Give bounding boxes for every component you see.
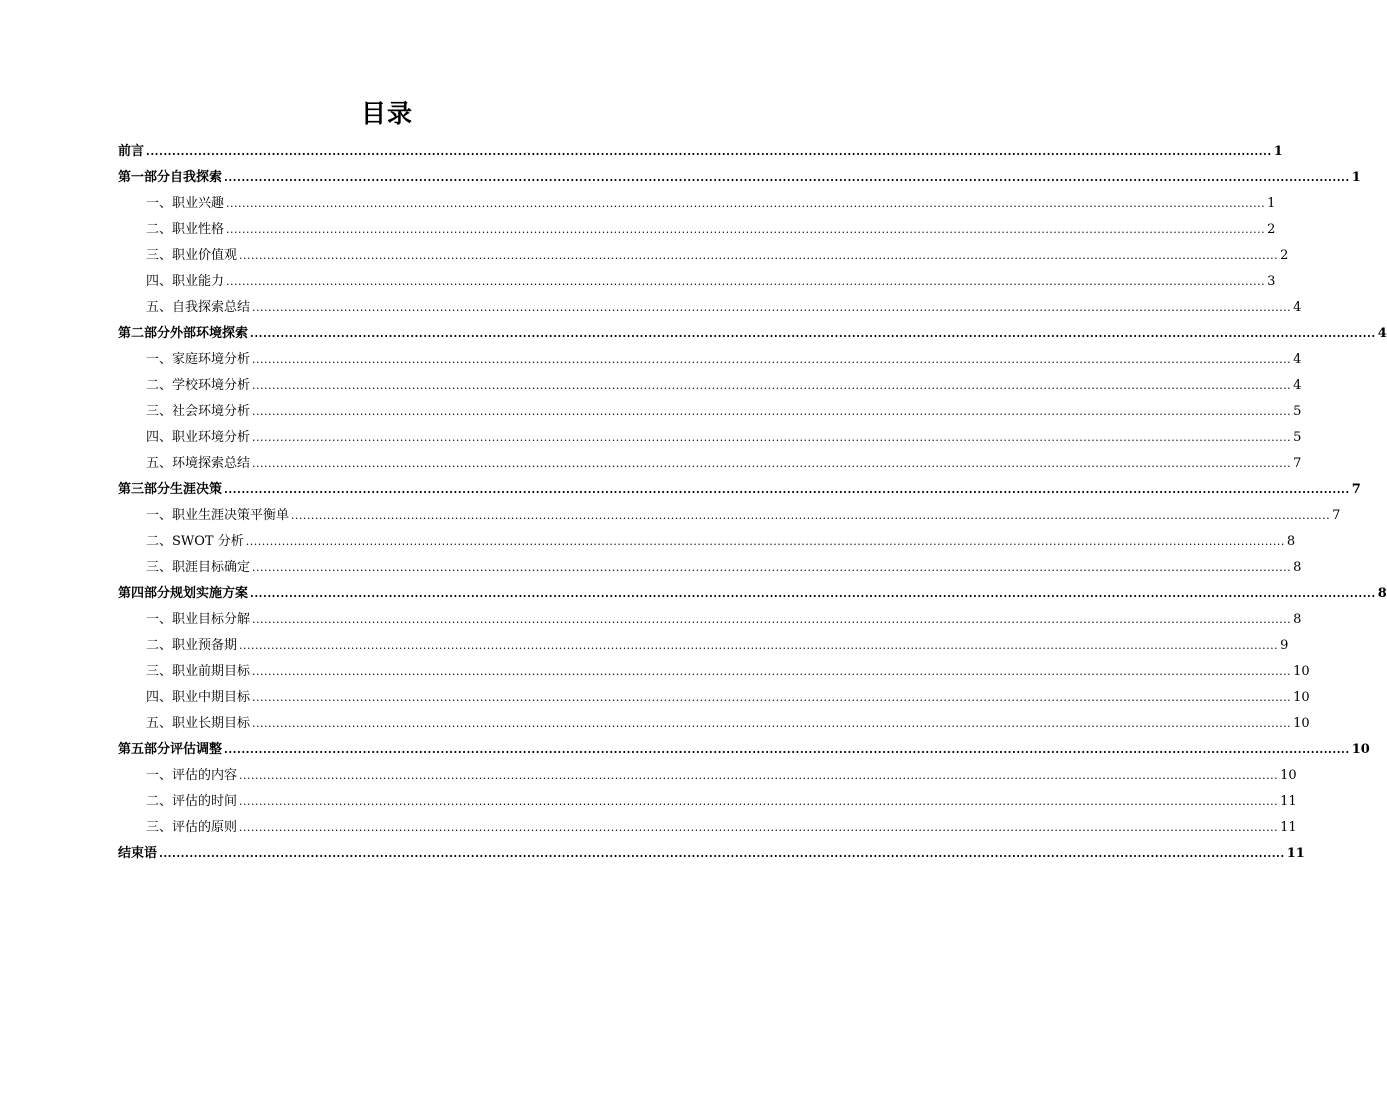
dot-leader: .................................................................................................................................................................................................................................................................... xyxy=(239,821,1279,834)
dot-leader: .................................................................................................................................................................................................................................................................... xyxy=(239,249,1279,262)
toc-subsection-entry[interactable] xyxy=(118,529,1296,555)
toc-section-entry[interactable] xyxy=(118,737,1370,763)
dot-leader: .................................................................................................................................................................................................................................................................... xyxy=(291,509,1331,522)
dot-leader: .................................................................................................................................................................................................................................................................... xyxy=(239,769,1279,782)
dot-leader: .................................................................................................................................................................................................................................................................... xyxy=(250,327,1376,340)
dot-leader: .................................................................................................................................................................................................................................................................... xyxy=(226,275,1266,288)
toc-entry-page-number: 7 xyxy=(1293,456,1302,471)
toc-section-entry[interactable] xyxy=(118,321,1387,347)
table-of-contents xyxy=(118,139,1387,867)
toc-entry-page-number: 8 xyxy=(1293,560,1302,575)
toc-subsection-entry[interactable] xyxy=(118,347,1302,373)
dot-leader: .................................................................................................................................................................................................................................................................... xyxy=(252,457,1292,470)
toc-entry-label: 三、社会环境分析 xyxy=(146,404,251,419)
toc-entry-page-number: 3 xyxy=(1267,274,1276,289)
toc-entry-label: 五、环境探索总结 xyxy=(146,456,251,471)
toc-entry-label: 一、家庭环境分析 xyxy=(146,352,251,367)
toc-section-entry[interactable] xyxy=(118,165,1361,191)
toc-subsection-entry[interactable] xyxy=(118,659,1310,685)
toc-entry-label: 第一部分自我探索 xyxy=(118,170,223,185)
dot-leader: .................................................................................................................................................................................................................................................................... xyxy=(252,301,1292,314)
dot-leader: .................................................................................................................................................................................................................................................................... xyxy=(252,717,1292,730)
dot-leader: .................................................................................................................................................................................................................................................................... xyxy=(252,665,1292,678)
toc-subsection-entry[interactable] xyxy=(118,633,1289,659)
dot-leader: .................................................................................................................................................................................................................................................................... xyxy=(252,561,1292,574)
page-title: 目录 xyxy=(360,99,413,128)
toc-entry-label: 结束语 xyxy=(118,846,158,861)
dot-leader: .................................................................................................................................................................................................................................................................... xyxy=(159,847,1285,860)
toc-entry-page-number: 7 xyxy=(1351,482,1361,497)
toc-entry-page-number: 4 xyxy=(1293,300,1302,315)
dot-leader: .................................................................................................................................................................................................................................................................... xyxy=(226,197,1266,210)
toc-section-entry[interactable] xyxy=(118,581,1387,607)
toc-entry-page-number: 5 xyxy=(1293,404,1302,419)
toc-section-entry[interactable] xyxy=(118,477,1361,503)
toc-subsection-entry[interactable] xyxy=(118,243,1289,269)
toc-entry-label: 前言 xyxy=(118,144,145,159)
toc-subsection-entry[interactable] xyxy=(118,555,1302,581)
dot-leader: .................................................................................................................................................................................................................................................................... xyxy=(252,405,1292,418)
toc-entry-label: 一、职业目标分解 xyxy=(146,612,251,627)
dot-leader: .................................................................................................................................................................................................................................................................... xyxy=(146,145,1272,158)
toc-subsection-entry[interactable] xyxy=(118,217,1276,243)
toc-subsection-entry[interactable] xyxy=(118,607,1302,633)
dot-leader: .................................................................................................................................................................................................................................................................... xyxy=(239,639,1279,652)
toc-subsection-entry[interactable] xyxy=(118,269,1276,295)
dot-leader: .................................................................................................................................................................................................................................................................... xyxy=(252,379,1292,392)
toc-entry-page-number: 1 xyxy=(1351,170,1361,185)
toc-subsection-entry[interactable] xyxy=(118,191,1276,217)
toc-entry-page-number: 8 xyxy=(1286,534,1296,549)
dot-leader: .................................................................................................................................................................................................................................................................... xyxy=(245,535,1285,548)
toc-entry-label: 第五部分评估调整 xyxy=(118,742,223,757)
toc-entry-label: 第四部分规划实施方案 xyxy=(118,586,249,601)
toc-subsection-entry[interactable] xyxy=(118,373,1302,399)
toc-entry-label: 二、职业性格 xyxy=(146,222,225,237)
toc-subsection-entry[interactable] xyxy=(118,295,1302,321)
toc-entry-page-number: 11 xyxy=(1280,794,1297,809)
toc-entry-label: 二、评估的时间 xyxy=(146,794,238,809)
toc-entry-label: 三、职涯目标确定 xyxy=(146,560,251,575)
dot-leader: .................................................................................................................................................................................................................................................................... xyxy=(252,691,1292,704)
toc-section-entry[interactable] xyxy=(118,139,1283,165)
toc-entry-page-number: 11 xyxy=(1286,846,1305,861)
toc-entry-label: 二、学校环境分析 xyxy=(146,378,251,393)
toc-entry-page-number: 1 xyxy=(1273,144,1283,159)
toc-entry-page-number: 4 xyxy=(1377,326,1387,341)
toc-subsection-entry[interactable] xyxy=(118,685,1310,711)
toc-subsection-entry[interactable] xyxy=(118,399,1302,425)
toc-subsection-entry[interactable] xyxy=(118,503,1341,529)
toc-entry-label: 第二部分外部环境探索 xyxy=(118,326,249,341)
toc-entry-label: 五、自我探索总结 xyxy=(146,300,251,315)
toc-entry-label: 一、评估的内容 xyxy=(146,768,238,783)
dot-leader: .................................................................................................................................................................................................................................................................... xyxy=(250,587,1376,600)
dot-leader: .................................................................................................................................................................................................................................................................... xyxy=(252,353,1292,366)
toc-entry-label: 四、职业环境分析 xyxy=(146,430,251,445)
dot-leader: .................................................................................................................................................................................................................................................................... xyxy=(224,171,1350,184)
dot-leader: .................................................................................................................................................................................................................................................................... xyxy=(224,483,1350,496)
toc-entry-page-number: 2 xyxy=(1267,222,1276,237)
toc-entry-label: 三、评估的原则 xyxy=(146,820,238,835)
toc-subsection-entry[interactable] xyxy=(118,425,1302,451)
toc-entry-page-number: 7 xyxy=(1332,508,1341,523)
toc-entry-label: 二、SWOT 分析 xyxy=(146,534,244,549)
toc-subsection-entry[interactable] xyxy=(118,789,1297,815)
toc-subsection-entry[interactable] xyxy=(118,711,1310,737)
toc-entry-page-number: 8 xyxy=(1293,612,1302,627)
toc-entry-page-number: 4 xyxy=(1293,378,1302,393)
dot-leader: .................................................................................................................................................................................................................................................................... xyxy=(252,613,1292,626)
dot-leader: .................................................................................................................................................................................................................................................................... xyxy=(226,223,1266,236)
toc-entry-page-number: 10 xyxy=(1351,742,1370,757)
toc-entry-label: 一、职业兴趣 xyxy=(146,196,225,211)
toc-subsection-entry[interactable] xyxy=(118,815,1297,841)
toc-entry-page-number: 10 xyxy=(1280,768,1297,783)
toc-entry-page-number: 9 xyxy=(1280,638,1289,653)
dot-leader: .................................................................................................................................................................................................................................................................... xyxy=(239,795,1279,808)
toc-entry-label: 五、职业长期目标 xyxy=(146,716,251,731)
toc-entry-page-number: 10 xyxy=(1293,664,1310,679)
toc-entry-page-number: 11 xyxy=(1280,820,1297,835)
dot-leader: .................................................................................................................................................................................................................................................................... xyxy=(252,431,1292,444)
toc-entry-page-number: 1 xyxy=(1267,196,1276,211)
toc-subsection-entry[interactable] xyxy=(118,451,1302,477)
toc-entry-page-number: 4 xyxy=(1293,352,1302,367)
toc-entry-page-number: 10 xyxy=(1293,690,1310,705)
toc-section-entry[interactable] xyxy=(118,841,1305,867)
toc-entry-page-number: 10 xyxy=(1293,716,1310,731)
toc-entry-label: 三、职业前期目标 xyxy=(146,664,251,679)
dot-leader: .................................................................................................................................................................................................................................................................... xyxy=(224,743,1350,756)
toc-entry-label: 二、职业预备期 xyxy=(146,638,238,653)
toc-entry-label: 四、职业中期目标 xyxy=(146,690,251,705)
toc-entry-label: 四、职业能力 xyxy=(146,274,225,289)
toc-subsection-entry[interactable] xyxy=(118,763,1297,789)
toc-entry-page-number: 5 xyxy=(1293,430,1302,445)
toc-entry-label: 一、职业生涯决策平衡单 xyxy=(146,508,290,523)
toc-entry-page-number: 8 xyxy=(1377,586,1387,601)
toc-entry-label: 三、职业价值观 xyxy=(146,248,238,263)
toc-entry-label: 第三部分生涯决策 xyxy=(118,482,223,497)
toc-entry-page-number: 2 xyxy=(1280,248,1289,263)
